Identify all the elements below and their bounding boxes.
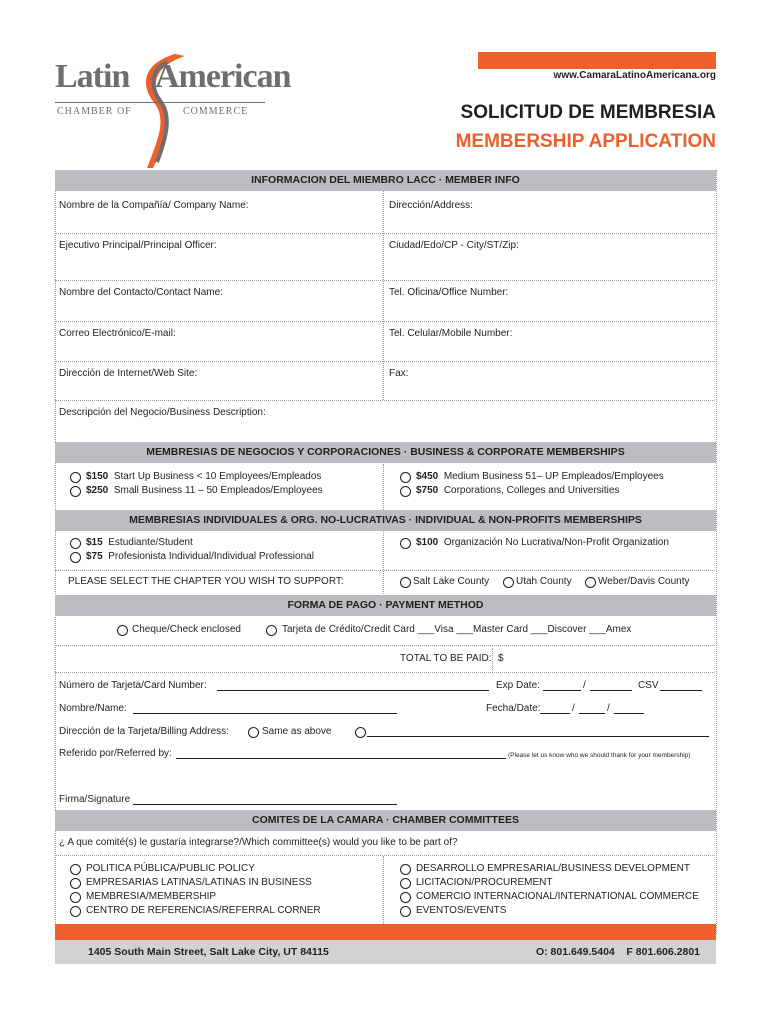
credit-card-label: Tarjeta de Crédito/Credit Card ___Visa ___Master Card ___Discover ___Amex [282, 624, 632, 635]
payment-header: FORMA DE PAGO · PAYMENT METHOD [55, 595, 716, 616]
exp-year-field[interactable] [590, 681, 632, 691]
business-memberships-header: MEMBRESIAS DE NEGOCIOS Y CORPORACIONES · BUSINESS & CORPORATE MEMBERSHIPS [55, 442, 716, 463]
logo [55, 52, 291, 172]
title-en: MEMBERSHIP APPLICATION [455, 131, 716, 152]
signature-field[interactable] [133, 795, 397, 805]
chapter-weber-davis-label: Weber/Davis County [598, 576, 690, 587]
committee-label: CENTRO DE REFERENCIAS/REFERRAL CORNER [86, 905, 321, 916]
logo-rule [55, 102, 265, 103]
csv-label: CSV [638, 680, 659, 691]
fax-label: Fax: [389, 368, 409, 379]
total-currency: $ [498, 653, 504, 664]
row-divider [55, 280, 715, 281]
check-radio[interactable] [117, 625, 128, 636]
row-divider [55, 400, 715, 401]
membership-250-radio[interactable] [70, 486, 81, 497]
membership-option: $450 Medium Business 51– UP Empleados/Employees [416, 471, 664, 482]
membership-option: $250 Small Business 11 – 50 Empleados/Employees [86, 485, 323, 496]
billing-address-field[interactable] [367, 727, 709, 737]
date-slash: / [572, 703, 575, 714]
member-info-header: INFORMACION DEL MIEMBRO LACC · MEMBER INFO [55, 170, 716, 191]
website-text[interactable]: www.CamaraLatinoAmericana.org [553, 70, 716, 81]
website-label: Dirección de Internet/Web Site: [59, 368, 198, 379]
membership-option: $750 Corporations, Colleges and Universities [416, 485, 620, 496]
billing-address-label: Dirección de la Tarjeta/Billing Address: [59, 726, 229, 737]
row-divider [55, 233, 715, 234]
committee-label: EVENTOS/EVENTS [416, 905, 507, 916]
committees-question: ¿ A que comité(s) le gustaría integrarse?/Which committee(s) would you like to be part of? [59, 837, 458, 848]
committee-events-checkbox[interactable] [400, 906, 411, 917]
name-label: Nombre/Name: [59, 703, 127, 714]
referred-note: (Please let us know who we should thank for your membership) [508, 752, 691, 759]
row-divider [55, 855, 715, 856]
company-name-label: Nombre de la Compañía/ Company Name: [59, 200, 249, 211]
committee-label: POLITICA PÚBLICA/PUBLIC POLICY [86, 863, 255, 874]
committee-label: DESARROLLO EMPRESARIAL/BUSINESS DEVELOPMENT [416, 863, 690, 874]
date-day-field[interactable] [579, 704, 605, 714]
membership-150-radio[interactable] [70, 472, 81, 483]
same-as-above-label: Same as above [262, 726, 332, 737]
footer-orange-bar [55, 924, 716, 940]
logo-chamber-text: CHAMBER OF [57, 106, 132, 117]
committee-referral-checkbox[interactable] [70, 906, 81, 917]
date-slash: / [607, 703, 610, 714]
card-number-field[interactable] [217, 681, 489, 691]
membership-75-radio[interactable] [70, 552, 81, 563]
contact-name-label: Nombre del Contacto/Contact Name: [59, 287, 223, 298]
committees-divider [383, 856, 384, 924]
membership-450-radio[interactable] [400, 472, 411, 483]
committee-membership-checkbox[interactable] [70, 892, 81, 903]
website-bar [478, 52, 716, 69]
date-label: Fecha/Date: [486, 703, 541, 714]
committee-procurement-checkbox[interactable] [400, 878, 411, 889]
date-year-field[interactable] [614, 704, 644, 714]
exp-slash: / [583, 680, 586, 691]
committee-public-policy-checkbox[interactable] [70, 864, 81, 875]
csv-field[interactable] [660, 681, 702, 691]
footer-phone: O: 801.649.5404 F 801.606.2801 [535, 946, 700, 958]
office-number-label: Tel. Oficina/Office Number: [389, 287, 509, 298]
logo-american-text: American [155, 58, 291, 95]
logo-latin-text: Latin [55, 58, 130, 95]
committees-header: COMITES DE LA CAMARA · CHAMBER COMMITTEES [55, 810, 716, 831]
committee-latinas-checkbox[interactable] [70, 878, 81, 889]
total-divider [492, 648, 493, 670]
address-label: Dirección/Address: [389, 200, 473, 211]
logo-commerce-text: COMMERCE [183, 106, 249, 117]
title-es: SOLICITUD DE MEMBRESIA [460, 102, 716, 123]
total-label: TOTAL TO BE PAID: [400, 653, 492, 664]
row-divider [55, 645, 715, 646]
email-label: Correo Electrónico/E-mail: [59, 328, 176, 339]
same-as-above-radio[interactable] [248, 727, 259, 738]
chapter-utah-label: Utah County [516, 576, 572, 587]
row-divider [55, 570, 715, 571]
membership-option: $75 Profesionista Individual/Individual Professional [86, 551, 314, 562]
chapter-weber-davis-radio[interactable] [585, 577, 596, 588]
name-field[interactable] [133, 704, 397, 714]
chapter-utah-radio[interactable] [503, 577, 514, 588]
membership-750-radio[interactable] [400, 486, 411, 497]
date-month-field[interactable] [540, 704, 570, 714]
committee-label: EMPRESARIAS LATINAS/LATINAS IN BUSINESS [86, 877, 312, 888]
referred-by-field[interactable] [176, 749, 506, 759]
individual-divider [383, 531, 384, 594]
committee-intl-commerce-checkbox[interactable] [400, 892, 411, 903]
member-info-divider [383, 191, 384, 400]
principal-officer-label: Ejecutivo Principal/Principal Officer: [59, 240, 217, 251]
exp-date-label: Exp Date: [496, 680, 540, 691]
committee-label: COMERCIO INTERNACIONAL/INTERNATIONAL COMMERCE [416, 891, 699, 902]
check-label: Cheque/Check enclosed [132, 624, 241, 635]
membership-option: $150 Start Up Business < 10 Employees/Empleados [86, 471, 322, 482]
card-number-label: Número de Tarjeta/Card Number: [59, 680, 207, 691]
credit-card-radio[interactable] [266, 625, 277, 636]
committee-label: MEMBRESIA/MEMBERSHIP [86, 891, 217, 902]
row-divider [55, 321, 715, 322]
membership-option: $100 Organización No Lucrativa/Non-Profit Organization [416, 537, 669, 548]
business-description-label: Descripción del Negocio/Business Description: [59, 407, 266, 418]
footer-address: 1405 South Main Street, Salt Lake City, UT 84115 [88, 946, 329, 958]
committee-label: LICITACION/PROCUREMENT [416, 877, 553, 888]
membership-100-radio[interactable] [400, 538, 411, 549]
individual-memberships-header: MEMBRESIAS INDIVIDUALES & ORG. NO-LUCRATIVAS · INDIVIDUAL & NON-PROFITS MEMBERSHIPS [55, 510, 716, 531]
chapter-salt-lake-label: Salt Lake County [413, 576, 490, 587]
business-divider [383, 464, 384, 510]
exp-month-field[interactable] [543, 681, 581, 691]
referred-by-label: Referido por/Referred by: [59, 748, 172, 759]
city-state-zip-label: Ciudad/Edo/CP - City/ST/Zip: [389, 240, 519, 251]
mobile-number-label: Tel. Celular/Mobile Number: [389, 328, 513, 339]
signature-label: Firma/Signature [59, 794, 131, 805]
other-address-radio[interactable] [355, 727, 366, 738]
membership-15-radio[interactable] [70, 538, 81, 549]
chapter-prompt: PLEASE SELECT THE CHAPTER YOU WISH TO SUPPORT: [68, 576, 344, 587]
row-divider [55, 361, 715, 362]
membership-option: $15 Estudiante/Student [86, 537, 193, 548]
chapter-salt-lake-radio[interactable] [400, 577, 411, 588]
committee-business-dev-checkbox[interactable] [400, 864, 411, 875]
row-divider [55, 672, 715, 673]
